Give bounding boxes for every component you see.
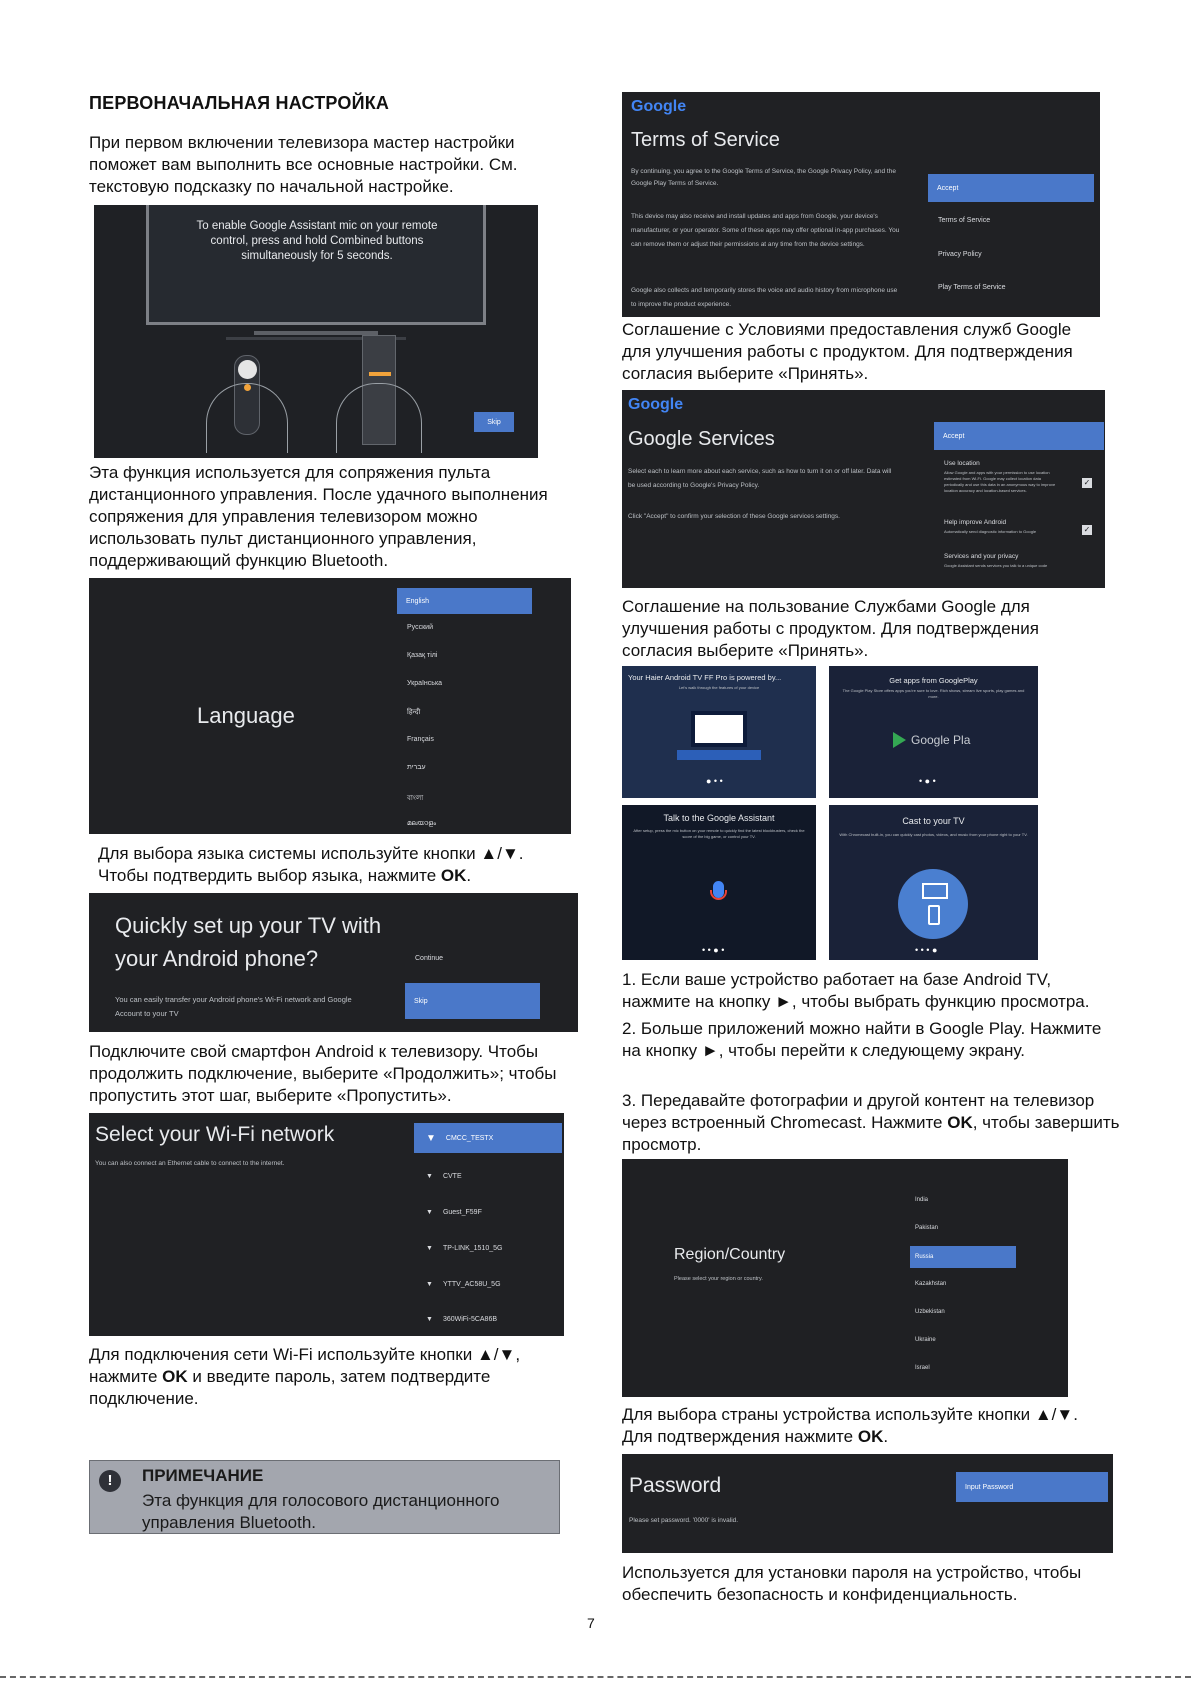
exclamation-icon: ! <box>99 1470 121 1492</box>
skip-option[interactable]: Skip <box>405 983 540 1019</box>
language-item[interactable]: हिन्दी <box>407 709 421 716</box>
language-item[interactable]: Українська <box>407 680 443 687</box>
password-screenshot <box>622 1454 1113 1553</box>
terms-paragraph-3: Google also collects and temporarily stores the voice and audio history from microphone use to improve the product experience. <box>631 287 898 308</box>
terms-title: Terms of Service <box>631 129 780 151</box>
wifi-network-name: CVTE <box>442 1173 462 1180</box>
remote-pairing-screenshot <box>94 205 538 458</box>
wifi-caption-end: и введите пароль, затем подтвердите подключение. <box>89 1367 491 1408</box>
wifi-signal-icon: ▼ <box>426 1316 433 1323</box>
terms-menu-item[interactable]: Privacy Policy <box>938 251 982 258</box>
hands-left-outline <box>206 383 288 453</box>
terms-paragraph-1: By continuing, you agree to the Google Terms of Service, the Google Privacy Policy, and the Google Play Terms of Service. <box>631 168 896 187</box>
remote-dpad-icon <box>238 360 257 379</box>
hands-right-outline <box>336 383 422 453</box>
region-item[interactable]: Pakistan <box>915 1225 939 1231</box>
tile-powered-by <box>622 666 816 798</box>
wifi-title: Select your Wi-Fi network <box>95 1123 335 1146</box>
tile-assistant <box>622 805 816 960</box>
tile-subtitle: Let's walk through the features of your device <box>678 685 760 690</box>
language-item[interactable]: বাংলা <box>407 795 424 802</box>
wifi-signal-icon: ▼ <box>426 1245 433 1252</box>
use-location-label: Use location <box>944 460 980 467</box>
ok-key-label: OK <box>440 866 467 885</box>
terms-menu-item[interactable]: Terms of Service <box>938 217 991 224</box>
region-item-selected[interactable]: Russia <box>910 1246 1016 1268</box>
tile-subtitle: After setup, press the mic button on your remote to quickly find the latest blockbusters, check the score of the big game, or control your TV. <box>633 828 805 839</box>
note-text: Эта функция для голосового дистанционного управления Bluetooth. <box>142 1491 500 1532</box>
terms-screenshot <box>622 92 1100 317</box>
google-logo: Google <box>628 396 684 413</box>
region-caption-end: . <box>883 1427 889 1446</box>
tv-stand <box>254 331 378 335</box>
tv-illustration <box>691 711 747 747</box>
terms-menu-item[interactable]: Play Terms of Service <box>938 284 1006 291</box>
pagination-dots: • • ● • <box>702 945 725 955</box>
services-paragraph-1: Select each to learn more about each service, such as how to turn it on or off later. Data will be used according to Google's Privacy Policy. <box>628 468 892 489</box>
note-box <box>89 1460 560 1534</box>
accept-button[interactable]: Accept <box>928 174 1094 202</box>
page-footer-line <box>0 1676 1191 1678</box>
phone-setup-title-1: Quickly set up your TV with <box>115 913 382 938</box>
wifi-network-name: TP-LINK_1510_5G <box>442 1245 503 1252</box>
phone-setup-title-2: your Android phone? <box>115 946 319 971</box>
language-item[interactable]: Русский <box>407 624 433 631</box>
input-password-button[interactable]: Input Password <box>956 1472 1108 1502</box>
services-caption: Соглашение на пользование Службами Google для улучшения работы с продуктом. Для подтверждения согласия выберите «Принять». <box>622 597 1039 660</box>
region-item[interactable]: Ukraine <box>915 1337 936 1343</box>
wifi-signal-icon: ▼ <box>426 1132 436 1144</box>
step-3-end: , чтобы завершить просмотр. <box>622 1113 1120 1154</box>
cast-phone-icon <box>928 905 940 925</box>
tile-title: Cast to your TV <box>902 816 965 826</box>
terms-caption: Соглашение с Условиями предоставления служб Google для улучшения работы с продуктом. Для подтверждения согласия выберите «Принять». <box>622 320 1073 383</box>
region-title: Region/Country <box>674 1246 786 1263</box>
wifi-network[interactable] <box>426 1173 462 1180</box>
language-item[interactable]: Қазақ тілі <box>407 652 438 659</box>
language-caption-end: . <box>466 866 472 885</box>
tile-subtitle: The Google Play Store offers apps you're sure to love. Rich shows, stream live sports, play games and more. <box>842 688 1025 699</box>
remote-pairing-caption: Эта функция используется для сопряжения пульта дистанционного управления. После удачного выполнения сопряжения для управления телевизором можно использовать пульт дистанционного управления, поддерживающий функцию Bluetooth. <box>89 463 548 570</box>
privacy-label: Services and your privacy <box>944 553 1019 560</box>
wifi-caption-text: Для подключения сети Wi-Fi используйте кнопки ▲/▼, нажмите <box>89 1345 521 1386</box>
language-item[interactable]: Français <box>407 736 434 743</box>
ok-key-label: OK <box>857 1427 884 1446</box>
tile-title: Get apps from GooglePlay <box>889 676 978 685</box>
wifi-network-selected[interactable] <box>414 1123 562 1153</box>
language-caption-text: Чтобы подтвердить выбор языка, нажмите <box>98 866 441 885</box>
language-caption-2 <box>98 865 471 887</box>
step-2: 2. Больше приложений можно найти в Google Play. Нажмите на кнопку ►, чтобы перейти к следующему экрану. <box>622 1019 1102 1060</box>
pagination-dots: • • • ● <box>915 945 938 955</box>
region-item[interactable]: Uzbekistan <box>915 1309 945 1315</box>
language-item[interactable]: עברית <box>407 764 426 771</box>
wifi-screenshot <box>89 1113 564 1336</box>
tile-title: Talk to the Google Assistant <box>663 813 775 823</box>
page-number: 7 <box>587 1615 595 1631</box>
services-title: Google Services <box>628 428 775 450</box>
services-screenshot <box>622 390 1105 588</box>
use-location-desc: Allow Google and apps with your permission to use location estimated from Wi-Fi. Google may collect location data periodically and use this data in an anonymous way to improve location accuracy and location-based services. <box>944 470 1056 493</box>
wifi-desc: You can also connect an Ethernet cable to connect to the internet. <box>95 1160 285 1167</box>
pagination-dots: ● • • <box>706 776 723 786</box>
help-android-desc: Automatically send diagnostic information to Google <box>944 529 1037 534</box>
tile-subtitle: With Chromecast built-in, you can quickly cast photos, videos, and music from your phone right to your TV. <box>839 832 1028 837</box>
tile-google-play <box>829 666 1038 798</box>
services-paragraph-2: Click "Accept" to confirm your selection of these Google services settings. <box>628 513 840 520</box>
wifi-signal-icon: ▼ <box>426 1281 433 1288</box>
pagination-dots: • ● • <box>919 776 936 786</box>
region-caption-2 <box>622 1426 888 1448</box>
wifi-network-name: 360WiFi-5CA86B <box>442 1316 498 1323</box>
phone-setup-caption: Подключите свой смартфон Android к телевизору. Чтобы продолжить подключение, выберите «Продолжить»; чтобы пропустить этот шаг, выберите «Пропустить». <box>89 1042 557 1105</box>
language-screenshot <box>89 578 571 834</box>
use-location-checkbox[interactable]: ✓ <box>1083 478 1091 487</box>
note-title: ПРИМЕЧАНИЕ <box>142 1466 264 1485</box>
intro-text: При первом включении телевизора мастер настройки поможет вам выполнить все основные настройки. См. текстовую подсказку по начальной настройке. <box>89 133 518 196</box>
phone-setup-desc: You can easily transfer your Android phone's Wi-Fi network and Google Account to your TV <box>115 995 352 1018</box>
tv-cabinet <box>677 750 761 760</box>
microphone-base-icon <box>710 890 727 900</box>
wifi-network[interactable] <box>426 1281 501 1288</box>
tile-title: Your Haier Android TV FF Pro is powered by... <box>628 673 782 682</box>
step-3-text: 3. Передавайте фотографии и другой контент на телевизор через встроенный Chromecast. Нажмите <box>622 1091 1095 1132</box>
wifi-network[interactable] <box>426 1316 497 1323</box>
help-android-label: Help improve Android <box>944 519 1007 526</box>
privacy-desc: Google Assistant sends services you talk to a unique code <box>944 563 1048 568</box>
pairing-prompt: To enable Google Assistant mic on your remote control, press and hold Combined buttons simultaneously for 5 seconds. <box>196 220 438 262</box>
region-caption-text: Для подтверждения нажмите <box>622 1427 858 1446</box>
wifi-signal-icon: ▼ <box>426 1173 433 1180</box>
region-screenshot <box>622 1159 1068 1397</box>
password-caption: Используется для установки пароля на устройство, чтобы обеспечить безопасность и конфиденциальность. <box>622 1563 1082 1604</box>
language-item[interactable]: മലയാളം <box>407 820 437 827</box>
region-caption-1: Для выбора страны устройства используйте кнопки ▲/▼. <box>622 1405 1078 1424</box>
google-play-icon <box>893 732 906 748</box>
tile-cast <box>829 805 1038 960</box>
cast-illustration <box>898 869 968 939</box>
step-3 <box>622 1090 1132 1156</box>
region-item[interactable]: Israel <box>915 1365 930 1371</box>
ok-key-label: OK <box>162 1367 188 1386</box>
region-item[interactable]: India <box>915 1197 929 1203</box>
remote-flat-buttons <box>369 372 391 376</box>
help-android-checkbox[interactable]: ✓ <box>1083 525 1091 534</box>
google-play-logo-text: Google Pla <box>911 733 971 747</box>
cast-tv-icon <box>922 883 948 899</box>
wifi-caption <box>89 1344 559 1410</box>
password-desc: Please set password. '0000' is invalid. <box>629 1517 739 1524</box>
region-desc: Please select your region or country. <box>674 1276 763 1282</box>
ok-key-label: OK <box>947 1113 973 1132</box>
step-1: 1. Если ваше устройство работает на базе Android TV, нажмите на кнопку ►, чтобы выбрать функцию просмотра. <box>622 970 1090 1011</box>
wifi-network[interactable] <box>426 1209 482 1216</box>
google-logo: Google <box>631 98 687 115</box>
phone-setup-screenshot <box>89 893 578 1032</box>
wifi-signal-icon: ▼ <box>426 1209 433 1216</box>
wifi-network-name: CMCC_TESTX <box>445 1134 494 1142</box>
skip-button[interactable]: Skip <box>474 412 514 432</box>
language-title: Language <box>197 703 295 728</box>
services-accept-button[interactable]: Accept <box>934 422 1104 450</box>
language-item-english[interactable]: English <box>397 588 532 614</box>
password-title: Password <box>629 1474 722 1497</box>
wifi-network[interactable] <box>426 1245 502 1252</box>
page-heading: ПЕРВОНАЧАЛЬНАЯ НАСТРОЙКА <box>89 93 390 113</box>
continue-option[interactable]: Continue <box>415 955 444 962</box>
region-item[interactable]: Kazakhstan <box>915 1281 947 1287</box>
wifi-network-name: Guest_F59F <box>442 1209 482 1216</box>
terms-paragraph-2: This device may also receive and install updates and apps from Google, your device's manufacturer, or your operator. Some of these apps may offer optional in-app purchases. You can remove them or adjust their permissions at any time from the device settings. <box>631 213 900 248</box>
wifi-network-name: YTTV_AC58U_5G <box>442 1281 501 1288</box>
language-caption-1: Для выбора языка системы используйте кнопки ▲/▼. <box>98 844 524 863</box>
